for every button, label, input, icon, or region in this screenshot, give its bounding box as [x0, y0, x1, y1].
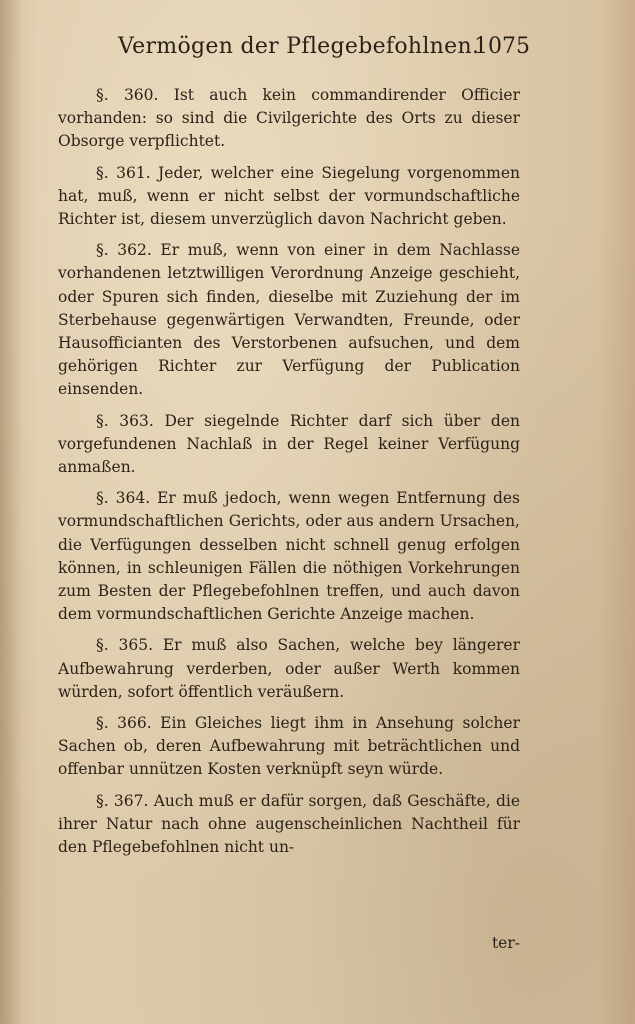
- paragraph-360: §. 360. Ist auch kein commandirender Officier vorhanden: so sind die Civilgerichte des Orts zu dieser Obsorge verpflichtet.: [58, 86, 520, 151]
- page-number: 1075: [474, 34, 530, 59]
- paragraph-361: §. 361. Jeder, welcher eine Siegelung vorgenommen hat, muß, wenn er nicht selbst der vormundschaftliche Richter ist, diesem unverzüglich davon Nachricht geben.: [58, 163, 520, 229]
- paragraph-367: §. 367. Auch muß er dafür sorgen, daß Geschäfte, die ihrer Natur nach ohne augenscheinlichen Nachtheil für den Pflegebefohlnen nicht un-: [58, 791, 520, 857]
- page-edge-shadow: [0, 0, 22, 1024]
- paragraph-362: §. 362. Er muß, wenn von einer in dem Nachlasse vorhandenen letztwilligen Verordnung Anzeige geschieht, oder Spuren sich finden, dieselbe mit Zuziehung der im Sterbehause gegenwärtigen Verwandten, Freunde, oder Hausofficianten des Verstorbenen aufsuchen, und dem gehörigen Richter zur Verfügung der Publication einsenden.: [58, 241, 520, 399]
- running-title: Vermögen der Pflegebefohlnen.: [118, 34, 480, 59]
- page-body: [58, 84, 520, 867]
- paragraph-364: §. 364. Er muß jedoch, wenn wegen Entfernung des vormundschaftlichen Gerichts, oder aus andern Ursachen, die Verfügungen desselben nicht schnell genug erfolgen können, in schleunigen Fällen die nöthigen Vorkehrungen zum Besten der Pflegebefohlnen treffen, und auch davon dem vormundschaftlichen Gerichte Anzeige machen.: [58, 489, 520, 624]
- paragraph-365: §. 365. Er muß also Sachen, welche bey längerer Aufbewahrung verderben, oder außer Werth kommen würden, sofort öffentlich veräußern.: [58, 636, 520, 701]
- catchword: ter-: [491, 934, 520, 952]
- paragraph-363: §. 363. Der siegelnde Richter darf sich über den vorgefundenen Nachlaß in der Regel keiner Verfügung anmaßen.: [58, 411, 520, 477]
- page-header: [100, 34, 530, 68]
- paragraph-366: §. 366. Ein Gleiches liegt ihm in Ansehung solcher Sachen ob, deren Aufbewahrung mit beträchtlichen und offenbar unnützen Kosten verknüpft seyn würde.: [58, 714, 520, 779]
